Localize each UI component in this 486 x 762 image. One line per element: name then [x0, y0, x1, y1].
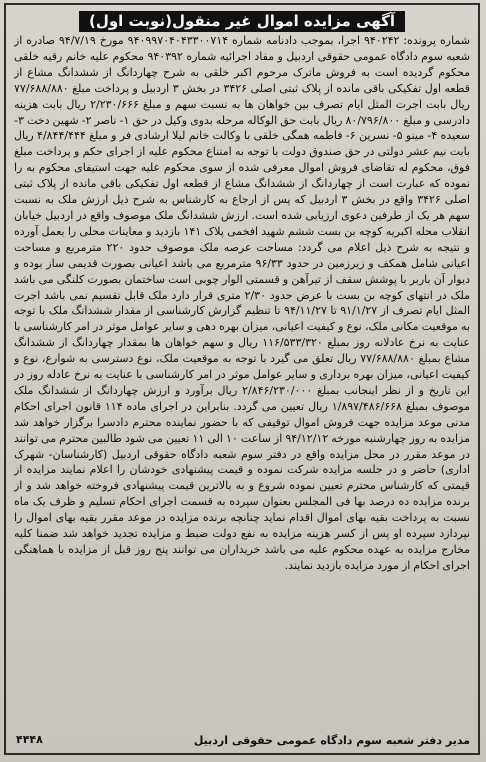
notice-code: ۴۴۴۸ — [16, 733, 43, 746]
notice-body: شماره پرونده: ۹۴۰۲۴۲ اجرا، بموجب دادنامه شماره ۹۴۰۹۹۷۰۴۰۴۳۳۰۰۷۱۴ مورخ ۹۴/۷/۱۹ صادره از شعبه سوم دادگاه عمومی حقوقی اردبیل و مفاد اجرائیه شماره ۹۴۰۳۹۲ محکوم علیه خانم رقیه خلقی محکوم گردیده است به فروش ماترک مرحوم اکبر خلقی به شرح چهاردانگ از ششدانگ مشاع از قطعه اول تفکیکی باقی مانده از پلاک ثبتی اصلی ۳۴۲۶ در بخش ۳ اردبیل و پرداخت مبلغ ۷۷/۶۸۸/۸۸۰ ریال بابت اجرت المثل ایام تصرف بین خواهان ها به نسبت سهم و مبلغ ۲/۲۳۰/۶۶۶ ریال بابت هزینه دادرسی و مبلغ ۸۰/۷۹۶/۸۰۰ ریال بابت حق الوکاله مرحله بدوی وکیل در حق ۱- ناصر ۲- شهین دخت ۳- سعیده ۴- مینو ۵- نسرین ۶- فاطمه همگی خلقی با وکالت خانم لیلا ارشادی فر و مبلغ ۴/۸۴۴/۴۴۴ ریال بابت نیم عشر دولتی در حق صندوق دولت با توجه به امتناع محکوم علیه از اجرای حکم و پرداخت مبلغ فوق، محکوم له تقاضای فروش اموال معرفی شده از سوی محکوم علیه جهت استیفای محکوم به را نموده که عبارت است از چهاردانگ از ششدانگ مشاع از قطعه اول تفکیکی باقی مانده از پلاک ثبتی اصلی ۳۴۲۶ واقع در بخش ۳ اردبیل که پس از ارجاع به کارشناس به شرح ذیل ارزش ملک به نسبت سهم هر یک از طرفین دعوی ارزیابی شده است. ارزش ششدانگ ملک موصوف واقع در اردبیل خیابان انقلاب محله اکبریه کوچه بن بست ششم شهید افخمی پلاک ۱۴۱ بازدید و معاینات محلی را بعمل آورده و نتیجه به شرح ذیل اعلام می گردد: مساحت عرصه ملک موصوف حدود ۲۲۰ مترمربع و مساحت اعیانی شامل همکف و زیرزمین در حدود ۹۶/۳۳ مترمربع می باشد اعیانی بصورت قدیمی ساز بوده و دیوار آن باربر با پوشش سقف از تیرآهن و قسمتی الوار چوبی است ساختمان بصورت کلنگی می باشد ملک در انتهای کوچه بن بست با عرض حدود ۲/۳۰ متری قرار دارد ملک قابل تقسیم نمی باشد اجرت المثل ایام تصرف از ۹۱/۱/۲۷ تا ۹۴/۱۱/۲۷ تا تنظیم گزارش کارشناسی از مقدار ششدانگ ملک با توجه به موقعیت مکانی ملک، نوع و کیفیت اعیانی، میزان بهره دهی و سایر عوامل موثر در امر کارشناسی با عنایت به نرخ عادلانه روز بمبلغ ۱۱۶/۵۳۳/۳۲۰ ریال و سهم خواهان ها بمقدار چهاردانگ از ششدانگ مشاع بمبلغ ۷۷/۶۸۸/۸۸۰ ریال تعلق می گیرد با توجه به موقعیت ملک، نوع دسترسی به شوارع، نوع و کیفیت اعیانی، میزان بهره برداری و سایر عوامل موثر در امر کارشناسی با عنایت به نرخ عادله روز در این تاریخ و از نظر اینجانب بمبلغ ۲/۸۴۶/۲۳۰/۰۰۰ ریال برآورد و ارزش چهاردانگ از ششدانگ ملک موصوف بمبلغ ۱/۸۹۷/۴۸۶/۶۶۸ ریال تعیین می گردد. بنابراین در اجرای ماده ۱۱۴ قانون اجرای احکام مدنی موعد مزایده جهت فروش اموال توقیفی که با حضور نماینده محترم دادسرا برگزار خواهد شد مزایده به روز چهارشنبه مورخه ۹۴/۱۲/۱۲ از ساعت ۱۰ الی ۱۱ تعیین می شود طالبین محترم می توانند در موعد مقرر در محل مزایده واقع در دفتر سوم شعبه دادگاه حقوقی اردبیل (کارشناسان- شهرک اداری) حاضر و در جلسه مزایده شرکت نموده و قیمت پیشنهادی خودشان را اعلام نمایند مزایده از قیمتی که کارشناس محترم تعیین نموده شروع و به بالاترین قیمت پیشنهادی فروخته خواهد شد و از برنده مزایده ده درصد بها فی المجلس بعنوان سپرده به قسمت اجرای احکام تسلیم و ظرف یک ماه نسبت به پرداخت بقیه بهای اموال اقدام نماید چنانچه برنده مزایده در موعد مقرر بقیه بهای اموال را نپردازد سپرده او پس از کسر هزینه مزایده به نفع دولت ضبط و مزایده تجدید خواهد شد ضمنا کلیه مخارج مزایده به عهده محکوم علیه می باشد خریداران می توانند پنج روز قبل از مزایده با هماهنگی اجرای احکام از مورد مزایده بازدید نمایند. — [14, 34, 470, 572]
notice-frame — [4, 3, 480, 755]
notice-title: آگهی مزایده اموال غیر منقول(نوبت اول) — [79, 11, 405, 32]
notice-footer — [14, 733, 470, 751]
title-bar — [6, 11, 478, 32]
signature: مدیر دفتر شعبه سوم دادگاه عمومی حقوقی اردبیل — [193, 734, 470, 747]
